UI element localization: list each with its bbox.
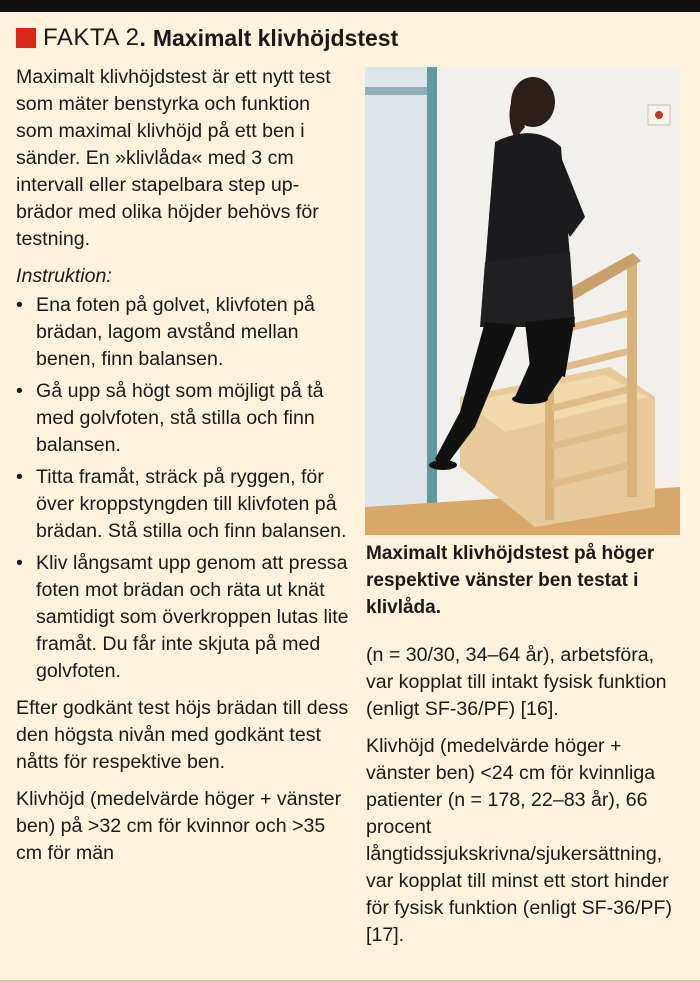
after-test-paragraph: Efter godkänt test höjs brädan till dess den högsta nivån med godkänt test nåtts för respektive ben.	[16, 697, 349, 773]
photo-caption: Maximalt klivhöjdstest på höger respektive vänster ben testat i klivlåda.	[366, 543, 655, 618]
header-separator: .	[139, 24, 146, 51]
left-column	[16, 64, 351, 877]
instructions-heading: Instruktion:	[16, 265, 112, 287]
bullet-icon: •	[16, 552, 23, 574]
intro-paragraph: Maximalt klivhöjdstest är ett nytt test som mäter benstyrka och funktion som maximal klivhöjd på ett ben i sänder. En »klivlåda« med 3 cm intervall eller stapelbara step up-brädor med olika höjder behövs för testning.	[16, 66, 331, 250]
result-paragraph: (n = 30/30, 34–64 år), arbetsföra, var kopplat till intakt fysisk funktion (enligt SF-36/PF) [16].	[366, 644, 667, 720]
patient-paragraph: Klivhöjd (medelvärde höger + vänster ben) <24 cm för kvinnliga patienter (n = 178, 22–83 år), 66 procent långtidssjukskrivna/sjukersättning, var kopplat till minst ett stort hinder för fysisk funktion (enligt SF-36/PF) [17].	[366, 735, 672, 946]
top-bar	[0, 0, 700, 12]
bullet-icon: •	[16, 466, 23, 488]
instruction-list	[16, 292, 351, 685]
step-test-photo	[365, 67, 680, 535]
bullet-icon: •	[16, 380, 23, 402]
page-title: Maximalt klivhöjdstest	[152, 24, 399, 51]
right-column	[366, 642, 686, 959]
list-item: • Kliv långsamt upp genom att pressa foten mot brädan och räta ut knät samtidigt som överkroppen lutas lite framåt. Du får inte skjuta på med golvfoten.	[16, 552, 349, 682]
fact-box-header	[16, 22, 398, 54]
red-square-icon	[16, 28, 36, 48]
bullet-icon: •	[16, 294, 23, 316]
list-item: • Gå upp så högt som möjligt på tå med golvfoten, stå stilla och finn balansen.	[16, 380, 324, 456]
fakta-label: FAKTA 2	[43, 24, 140, 51]
list-item: • Ena foten på golvet, klivfoten på brädan, lagom avstånd mellan benen, finn balansen.	[16, 294, 315, 370]
list-item: • Titta framåt, sträck på ryggen, för över kroppstyngden till klivfoten på brädan. Stå stilla och finn balansen.	[16, 466, 347, 542]
step-height-paragraph: Klivhöjd (medelvärde höger + vänster ben) på >32 cm för kvinnor och >35 cm för män	[16, 788, 342, 864]
